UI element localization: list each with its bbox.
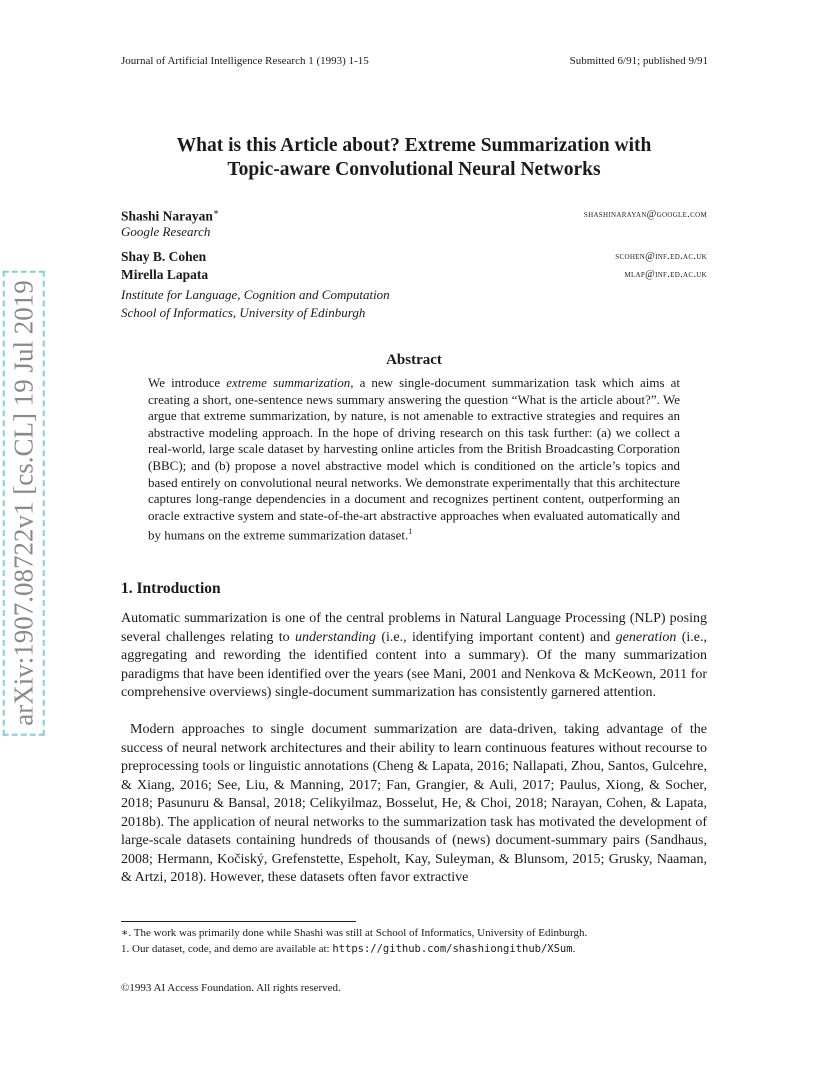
author-name-3: Mirella Lapata [121, 267, 209, 282]
arxiv-stamp-text: arXiv:1907.08722v1 [cs.CL] 19 Jul 2019 [3, 270, 45, 735]
intro-paragraph-1: Automatic summarization is one of the central problems in Natural Language Processing (NLP) posing several challenges relating to understanding (i.e., identifying important content) and generation (i.e., aggregating and rewording the identified content into a summary). Of the many summarization paradigms that have been identified over the years (see Mani, 2001 and Nenkova & McKeown, 2011 for comprehensive overviews) single-document summarization has consistently garnered attention. [121, 611, 708, 700]
running-header-dates: Submitted 6/91; published 9/91 [569, 55, 708, 67]
copyright-notice: ©1993 AI Access Foundation. All rights reserved. [121, 982, 341, 994]
author-email-3: mlap@inf.ed.ac.uk [624, 269, 707, 280]
author-email-2: scohen@inf.ed.ac.uk [615, 251, 707, 262]
affiliation-ilcc: Institute for Language, Cognition and Computation [121, 287, 390, 302]
abstract-body: We introduce extreme summarization, a new single-document summarization task which aims at creating a short, one-sentence news summary answering the question “What is the article about?”. We argue that extreme summarization, by nature, is not amenable to extractive strategies and requires an abstractive modeling approach. In the hope of driving research on this task further: (a) we collect a real-world, large scale dataset by harvesting online articles from the British Broadcasting Corporation (BBC); and (b) propose a novel abstractive model which is conditioned on the article’s topics and based entirely on convolutional neural networks. We demonstrate experimentally that this architecture captures long-range dependencies in a document and recognizes pertinent content, outperforming an oracle extractive system and state-of-the-art abstractive approaches when evaluated automatically and by humans on the extreme summarization dataset.$^1$ [148, 375, 680, 543]
affiliation-edinburgh: School of Informatics, University of Edinburgh [121, 305, 366, 320]
abstract-heading: Abstract [386, 352, 442, 368]
title-line-1: What is this Article about? Extreme Summarization with [176, 135, 652, 156]
running-header-journal: Journal of Artificial Intelligence Research 1 (1993) 1-15 [121, 55, 369, 67]
section-heading-introduction: 1. Introduction [121, 580, 221, 597]
author-name-1: Shashi Narayan∗ [121, 207, 220, 224]
dataset-link[interactable]: https://github.com/shashiongithub/XSum [332, 943, 573, 955]
affiliation-google: Google Research [121, 224, 211, 239]
arxiv-stamp [0, 268, 48, 738]
abstract-footnote-mark: 1 [408, 527, 413, 537]
author-email-1: shashinarayan@google.com [583, 209, 707, 220]
abstract-term: extreme summarization [226, 375, 351, 390]
footnote-star: ∗. The work was primarily done while Shashi was still at School of Informatics, University of Edinburgh. [121, 927, 588, 939]
footnote-rule [121, 921, 356, 922]
author-name-2: Shay B. Cohen [121, 249, 207, 264]
footnote-1: 1. Our dataset, code, and demo are available at: https://github.com/shashiongithub/XSum. [121, 943, 576, 955]
author-footnote-mark: ∗ [212, 207, 220, 217]
paper-title [100, 134, 728, 182]
intro-paragraph-2: Modern approaches to single document summarization are data-driven, taking advantage of the success of neural network architectures and their ability to learn continuous features without recourse to preprocessing tools or linguistic annotations (Cheng & Lapata, 2016; Nallapati, Zhou, Santos, Gulcehre, & Xiang, 2016; See, Liu, & Manning, 2017; Fan, Grangier, & Auli, 2017; Paulus, Xiong, & Socher, 2018; Pasunuru & Bansal, 2018; Celikyilmaz, Bosselut, He, & Choi, 2018; Narayan, Cohen, & Lapata, 2018b). The application of neural networks to the summarization task has motivated the development of large-scale datasets containing hundreds of thousands of (news) document-summary pairs (Sandhaus, 2008; Hermann, Kočiský, Grefenstette, Espeholt, Kay, Suleyman, & Blunsom, 2015; Grusky, Naaman, & Artzi, 2018). However, these datasets often favor extractive [121, 722, 707, 885]
title-line-2: Topic-aware Convolutional Neural Networks [227, 159, 601, 180]
